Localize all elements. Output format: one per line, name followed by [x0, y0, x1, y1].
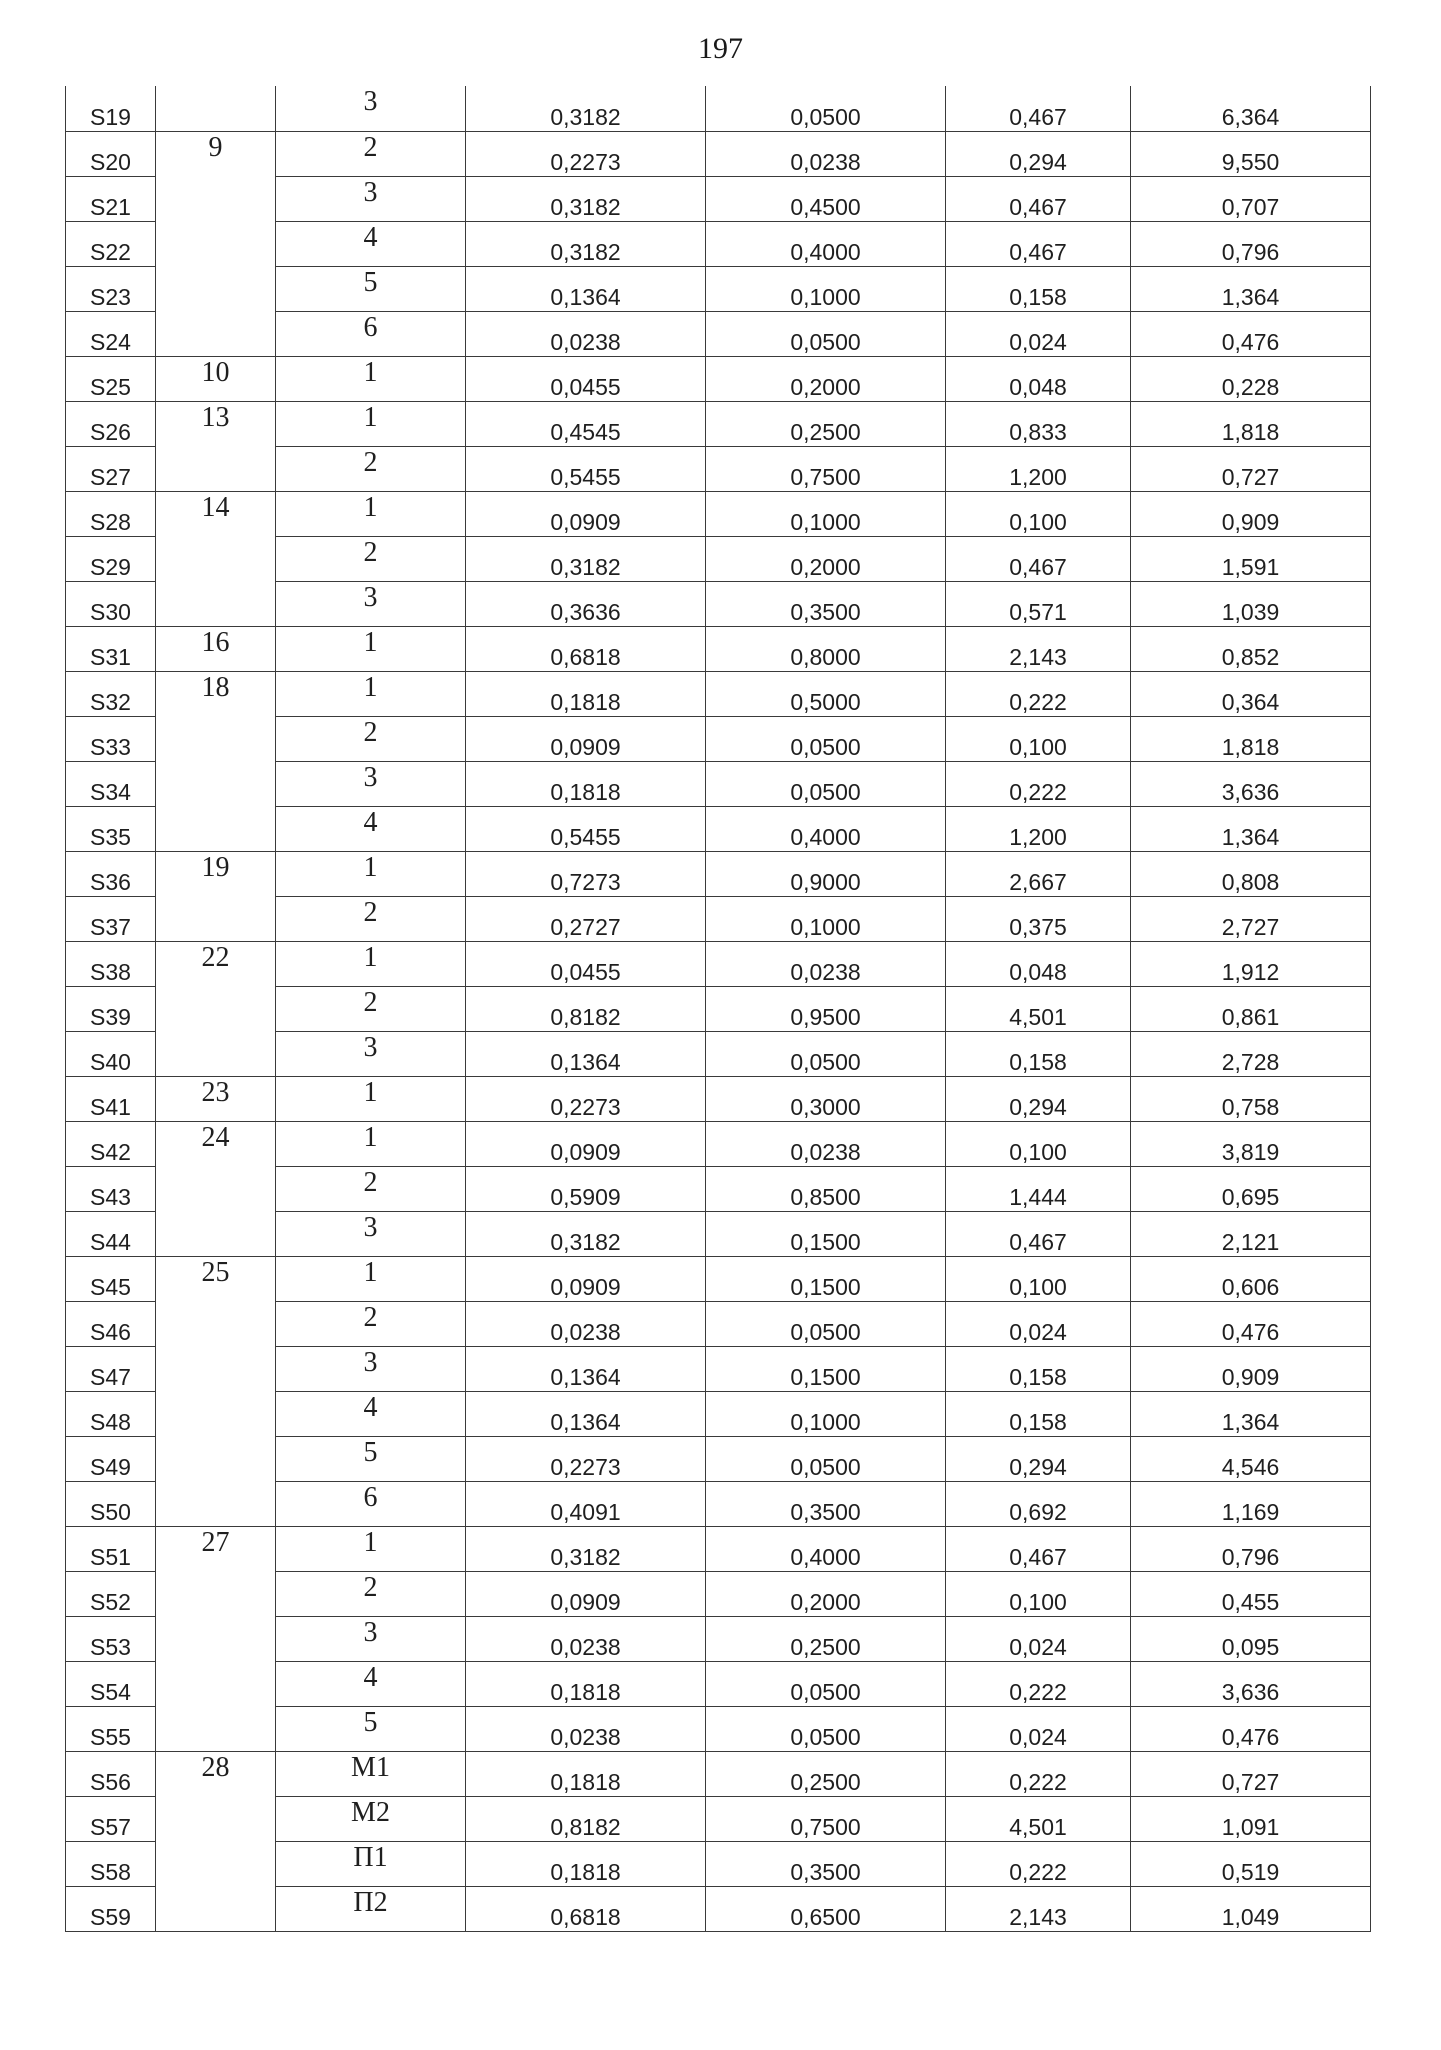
value-cell-3: 0,467 [946, 86, 1131, 131]
sub-index-cell: 1 [276, 1256, 466, 1301]
sub-index-cell: П2 [276, 1886, 466, 1931]
value-cell-3: 2,143 [946, 626, 1131, 671]
value-cell-2: 0,1000 [706, 1391, 946, 1436]
value-cell-1: 0,0455 [466, 356, 706, 401]
value-cell-4: 2,121 [1131, 1211, 1371, 1256]
value-cell-3: 0,024 [946, 1706, 1131, 1751]
value-cell-2: 0,4000 [706, 221, 946, 266]
value-cell-3: 0,100 [946, 491, 1131, 536]
row-id-cell: S57 [66, 1796, 156, 1841]
row-id-cell: S21 [66, 176, 156, 221]
value-cell-3: 0,692 [946, 1481, 1131, 1526]
row-id-cell: S27 [66, 446, 156, 491]
sub-index-cell: 4 [276, 806, 466, 851]
value-cell-4: 0,455 [1131, 1571, 1371, 1616]
table-row [66, 671, 1371, 716]
sub-index-cell: 3 [276, 581, 466, 626]
sub-index-cell: 4 [276, 1391, 466, 1436]
value-cell-2: 0,8500 [706, 1166, 946, 1211]
value-cell-4: 1,049 [1131, 1886, 1371, 1931]
value-cell-2: 0,0500 [706, 1436, 946, 1481]
row-id-cell: S42 [66, 1121, 156, 1166]
data-table [65, 86, 1371, 1932]
value-cell-1: 0,7273 [466, 851, 706, 896]
table-row [66, 851, 1371, 896]
value-cell-4: 1,091 [1131, 1796, 1371, 1841]
value-cell-4: 1,364 [1131, 266, 1371, 311]
group-cell: 28 [156, 1751, 276, 1931]
row-id-cell: S29 [66, 536, 156, 581]
value-cell-1: 0,3182 [466, 536, 706, 581]
sub-index-cell: 6 [276, 311, 466, 356]
value-cell-1: 0,3182 [466, 86, 706, 131]
sub-index-cell: 1 [276, 401, 466, 446]
value-cell-1: 0,8182 [466, 1796, 706, 1841]
value-cell-2: 0,4000 [706, 1526, 946, 1571]
value-cell-4: 1,169 [1131, 1481, 1371, 1526]
table-row [66, 626, 1371, 671]
value-cell-1: 0,2727 [466, 896, 706, 941]
value-cell-3: 0,833 [946, 401, 1131, 446]
value-cell-3: 0,100 [946, 1571, 1131, 1616]
value-cell-3: 0,222 [946, 1751, 1131, 1796]
row-id-cell: S43 [66, 1166, 156, 1211]
group-cell: 9 [156, 131, 276, 356]
row-id-cell: S34 [66, 761, 156, 806]
value-cell-2: 0,6500 [706, 1886, 946, 1931]
group-cell: 23 [156, 1076, 276, 1121]
row-id-cell: S55 [66, 1706, 156, 1751]
sub-index-cell: 1 [276, 356, 466, 401]
value-cell-2: 0,0500 [706, 311, 946, 356]
row-id-cell: S31 [66, 626, 156, 671]
value-cell-1: 0,3182 [466, 1526, 706, 1571]
sub-index-cell: 3 [276, 1031, 466, 1076]
value-cell-4: 9,550 [1131, 131, 1371, 176]
value-cell-1: 0,1364 [466, 1346, 706, 1391]
value-cell-4: 1,364 [1131, 1391, 1371, 1436]
value-cell-1: 0,0238 [466, 311, 706, 356]
value-cell-2: 0,0500 [706, 1706, 946, 1751]
value-cell-3: 0,467 [946, 221, 1131, 266]
group-cell: 22 [156, 941, 276, 1076]
value-cell-1: 0,3182 [466, 221, 706, 266]
value-cell-2: 0,0238 [706, 131, 946, 176]
sub-index-cell: М2 [276, 1796, 466, 1841]
row-id-cell: S52 [66, 1571, 156, 1616]
value-cell-2: 0,5000 [706, 671, 946, 716]
sub-index-cell: 2 [276, 446, 466, 491]
value-cell-4: 0,695 [1131, 1166, 1371, 1211]
sub-index-cell: 2 [276, 986, 466, 1031]
value-cell-3: 0,467 [946, 1211, 1131, 1256]
value-cell-4: 3,819 [1131, 1121, 1371, 1166]
table-row [66, 86, 1371, 131]
value-cell-2: 0,0500 [706, 86, 946, 131]
value-cell-3: 0,375 [946, 896, 1131, 941]
sub-index-cell: 1 [276, 1526, 466, 1571]
value-cell-4: 0,861 [1131, 986, 1371, 1031]
value-cell-4: 2,728 [1131, 1031, 1371, 1076]
value-cell-3: 0,158 [946, 1031, 1131, 1076]
value-cell-2: 0,4000 [706, 806, 946, 851]
value-cell-4: 1,818 [1131, 401, 1371, 446]
row-id-cell: S32 [66, 671, 156, 716]
value-cell-3: 0,158 [946, 1346, 1131, 1391]
table-row [66, 1526, 1371, 1571]
value-cell-3: 0,222 [946, 761, 1131, 806]
value-cell-3: 0,467 [946, 536, 1131, 581]
row-id-cell: S33 [66, 716, 156, 761]
sub-index-cell: 2 [276, 896, 466, 941]
sub-index-cell: 1 [276, 626, 466, 671]
value-cell-1: 0,5455 [466, 806, 706, 851]
value-cell-4: 1,039 [1131, 581, 1371, 626]
sub-index-cell: 2 [276, 716, 466, 761]
value-cell-4: 0,852 [1131, 626, 1371, 671]
sub-index-cell: 1 [276, 1121, 466, 1166]
row-id-cell: S56 [66, 1751, 156, 1796]
table-body [66, 86, 1371, 1931]
value-cell-1: 0,1818 [466, 1751, 706, 1796]
row-id-cell: S26 [66, 401, 156, 446]
value-cell-2: 0,1000 [706, 896, 946, 941]
sub-index-cell: 5 [276, 1706, 466, 1751]
value-cell-1: 0,1364 [466, 266, 706, 311]
value-cell-4: 0,519 [1131, 1841, 1371, 1886]
group-cell: 24 [156, 1121, 276, 1256]
value-cell-1: 0,4545 [466, 401, 706, 446]
sub-index-cell: 2 [276, 536, 466, 581]
row-id-cell: S50 [66, 1481, 156, 1526]
value-cell-2: 0,1500 [706, 1256, 946, 1301]
value-cell-2: 0,0500 [706, 1661, 946, 1706]
value-cell-1: 0,0909 [466, 1256, 706, 1301]
value-cell-2: 0,7500 [706, 1796, 946, 1841]
sub-index-cell: 3 [276, 1211, 466, 1256]
value-cell-2: 0,0500 [706, 761, 946, 806]
value-cell-3: 4,501 [946, 1796, 1131, 1841]
value-cell-4: 0,476 [1131, 311, 1371, 356]
value-cell-2: 0,0500 [706, 1301, 946, 1346]
row-id-cell: S44 [66, 1211, 156, 1256]
row-id-cell: S49 [66, 1436, 156, 1481]
value-cell-4: 0,727 [1131, 1751, 1371, 1796]
table-row [66, 941, 1371, 986]
value-cell-1: 0,0238 [466, 1706, 706, 1751]
value-cell-2: 0,0238 [706, 1121, 946, 1166]
row-id-cell: S39 [66, 986, 156, 1031]
value-cell-4: 4,546 [1131, 1436, 1371, 1481]
group-cell [156, 86, 276, 131]
value-cell-3: 4,501 [946, 986, 1131, 1031]
value-cell-1: 0,5455 [466, 446, 706, 491]
value-cell-1: 0,0909 [466, 716, 706, 761]
row-id-cell: S45 [66, 1256, 156, 1301]
sub-index-cell: 2 [276, 1166, 466, 1211]
value-cell-3: 0,100 [946, 1256, 1131, 1301]
sub-index-cell: 3 [276, 1616, 466, 1661]
sub-index-cell: 3 [276, 176, 466, 221]
value-cell-1: 0,3636 [466, 581, 706, 626]
value-cell-4: 0,606 [1131, 1256, 1371, 1301]
value-cell-4: 0,727 [1131, 446, 1371, 491]
value-cell-2: 0,3000 [706, 1076, 946, 1121]
value-cell-1: 0,2273 [466, 1076, 706, 1121]
group-cell: 14 [156, 491, 276, 626]
value-cell-3: 2,667 [946, 851, 1131, 896]
value-cell-1: 0,2273 [466, 1436, 706, 1481]
value-cell-1: 0,1818 [466, 671, 706, 716]
row-id-cell: S28 [66, 491, 156, 536]
value-cell-2: 0,1000 [706, 491, 946, 536]
value-cell-3: 1,200 [946, 806, 1131, 851]
value-cell-3: 0,100 [946, 716, 1131, 761]
value-cell-3: 0,100 [946, 1121, 1131, 1166]
value-cell-1: 0,8182 [466, 986, 706, 1031]
sub-index-cell: 5 [276, 266, 466, 311]
value-cell-3: 0,222 [946, 671, 1131, 716]
value-cell-1: 0,6818 [466, 1886, 706, 1931]
value-cell-1: 0,0909 [466, 1571, 706, 1616]
row-id-cell: S38 [66, 941, 156, 986]
row-id-cell: S19 [66, 86, 156, 131]
group-cell: 16 [156, 626, 276, 671]
value-cell-1: 0,1364 [466, 1391, 706, 1436]
value-cell-2: 0,9500 [706, 986, 946, 1031]
value-cell-1: 0,1818 [466, 1661, 706, 1706]
value-cell-1: 0,4091 [466, 1481, 706, 1526]
row-id-cell: S23 [66, 266, 156, 311]
value-cell-4: 2,727 [1131, 896, 1371, 941]
row-id-cell: S59 [66, 1886, 156, 1931]
value-cell-3: 1,200 [946, 446, 1131, 491]
value-cell-4: 3,636 [1131, 761, 1371, 806]
row-id-cell: S35 [66, 806, 156, 851]
value-cell-2: 0,3500 [706, 1841, 946, 1886]
value-cell-2: 0,4500 [706, 176, 946, 221]
value-cell-2: 0,9000 [706, 851, 946, 896]
row-id-cell: S46 [66, 1301, 156, 1346]
value-cell-3: 0,024 [946, 1301, 1131, 1346]
value-cell-1: 0,0238 [466, 1616, 706, 1661]
value-cell-4: 1,912 [1131, 941, 1371, 986]
row-id-cell: S37 [66, 896, 156, 941]
value-cell-4: 1,818 [1131, 716, 1371, 761]
value-cell-2: 0,7500 [706, 446, 946, 491]
group-cell: 19 [156, 851, 276, 941]
value-cell-3: 0,294 [946, 1436, 1131, 1481]
row-id-cell: S51 [66, 1526, 156, 1571]
sub-index-cell: П1 [276, 1841, 466, 1886]
table-row [66, 401, 1371, 446]
row-id-cell: S24 [66, 311, 156, 356]
row-id-cell: S48 [66, 1391, 156, 1436]
value-cell-4: 0,909 [1131, 1346, 1371, 1391]
value-cell-3: 0,048 [946, 941, 1131, 986]
group-cell: 18 [156, 671, 276, 851]
row-id-cell: S22 [66, 221, 156, 266]
value-cell-3: 0,222 [946, 1661, 1131, 1706]
value-cell-1: 0,1818 [466, 1841, 706, 1886]
row-id-cell: S41 [66, 1076, 156, 1121]
value-cell-2: 0,2500 [706, 1751, 946, 1796]
value-cell-1: 0,1818 [466, 761, 706, 806]
table-row [66, 1121, 1371, 1166]
sub-index-cell: 3 [276, 1346, 466, 1391]
value-cell-3: 0,158 [946, 266, 1131, 311]
value-cell-3: 0,294 [946, 131, 1131, 176]
group-cell: 25 [156, 1256, 276, 1526]
value-cell-1: 0,2273 [466, 131, 706, 176]
value-cell-1: 0,3182 [466, 176, 706, 221]
row-id-cell: S36 [66, 851, 156, 896]
group-cell: 10 [156, 356, 276, 401]
value-cell-4: 0,476 [1131, 1706, 1371, 1751]
value-cell-4: 0,808 [1131, 851, 1371, 896]
sub-index-cell: 2 [276, 131, 466, 176]
row-id-cell: S47 [66, 1346, 156, 1391]
row-id-cell: S20 [66, 131, 156, 176]
value-cell-2: 0,0238 [706, 941, 946, 986]
value-cell-2: 0,2000 [706, 536, 946, 581]
value-cell-1: 0,1364 [466, 1031, 706, 1076]
value-cell-4: 1,364 [1131, 806, 1371, 851]
value-cell-1: 0,0238 [466, 1301, 706, 1346]
sub-index-cell: 3 [276, 86, 466, 131]
value-cell-1: 0,5909 [466, 1166, 706, 1211]
sub-index-cell: 6 [276, 1481, 466, 1526]
value-cell-1: 0,0909 [466, 491, 706, 536]
sub-index-cell: М1 [276, 1751, 466, 1796]
sub-index-cell: 1 [276, 671, 466, 716]
value-cell-3: 0,294 [946, 1076, 1131, 1121]
value-cell-4: 0,707 [1131, 176, 1371, 221]
value-cell-2: 0,1500 [706, 1211, 946, 1256]
value-cell-3: 0,024 [946, 311, 1131, 356]
table-row [66, 1256, 1371, 1301]
value-cell-4: 0,909 [1131, 491, 1371, 536]
row-id-cell: S30 [66, 581, 156, 626]
value-cell-3: 0,158 [946, 1391, 1131, 1436]
value-cell-2: 0,1500 [706, 1346, 946, 1391]
value-cell-4: 0,476 [1131, 1301, 1371, 1346]
table-row [66, 356, 1371, 401]
sub-index-cell: 5 [276, 1436, 466, 1481]
value-cell-2: 0,0500 [706, 1031, 946, 1076]
value-cell-3: 1,444 [946, 1166, 1131, 1211]
group-cell: 27 [156, 1526, 276, 1751]
row-id-cell: S54 [66, 1661, 156, 1706]
row-id-cell: S25 [66, 356, 156, 401]
value-cell-2: 0,3500 [706, 581, 946, 626]
sub-index-cell: 1 [276, 941, 466, 986]
value-cell-2: 0,3500 [706, 1481, 946, 1526]
value-cell-2: 0,2500 [706, 1616, 946, 1661]
sub-index-cell: 4 [276, 221, 466, 266]
value-cell-4: 0,364 [1131, 671, 1371, 716]
value-cell-3: 0,467 [946, 176, 1131, 221]
sub-index-cell: 1 [276, 1076, 466, 1121]
value-cell-1: 0,0909 [466, 1121, 706, 1166]
value-cell-4: 0,228 [1131, 356, 1371, 401]
table-row [66, 131, 1371, 176]
value-cell-2: 0,1000 [706, 266, 946, 311]
value-cell-1: 0,3182 [466, 1211, 706, 1256]
sub-index-cell: 1 [276, 851, 466, 896]
sub-index-cell: 4 [276, 1661, 466, 1706]
value-cell-4: 0,796 [1131, 1526, 1371, 1571]
value-cell-4: 0,796 [1131, 221, 1371, 266]
value-cell-1: 0,0455 [466, 941, 706, 986]
table-row [66, 1751, 1371, 1796]
value-cell-4: 0,758 [1131, 1076, 1371, 1121]
value-cell-3: 0,222 [946, 1841, 1131, 1886]
row-id-cell: S53 [66, 1616, 156, 1661]
sub-index-cell: 3 [276, 761, 466, 806]
value-cell-4: 0,095 [1131, 1616, 1371, 1661]
value-cell-3: 0,048 [946, 356, 1131, 401]
value-cell-2: 0,8000 [706, 626, 946, 671]
row-id-cell: S58 [66, 1841, 156, 1886]
sub-index-cell: 2 [276, 1301, 466, 1346]
value-cell-2: 0,2000 [706, 356, 946, 401]
table-row [66, 1076, 1371, 1121]
value-cell-1: 0,6818 [466, 626, 706, 671]
value-cell-4: 6,364 [1131, 86, 1371, 131]
value-cell-2: 0,0500 [706, 716, 946, 761]
value-cell-2: 0,2000 [706, 1571, 946, 1616]
value-cell-4: 1,591 [1131, 536, 1371, 581]
value-cell-3: 0,024 [946, 1616, 1131, 1661]
sub-index-cell: 1 [276, 491, 466, 536]
group-cell: 13 [156, 401, 276, 491]
sub-index-cell: 2 [276, 1571, 466, 1616]
value-cell-3: 2,143 [946, 1886, 1131, 1931]
value-cell-3: 0,571 [946, 581, 1131, 626]
value-cell-4: 3,636 [1131, 1661, 1371, 1706]
value-cell-2: 0,2500 [706, 401, 946, 446]
page-number: 197 [698, 32, 743, 65]
value-cell-3: 0,467 [946, 1526, 1131, 1571]
table-row [66, 491, 1371, 536]
row-id-cell: S40 [66, 1031, 156, 1076]
